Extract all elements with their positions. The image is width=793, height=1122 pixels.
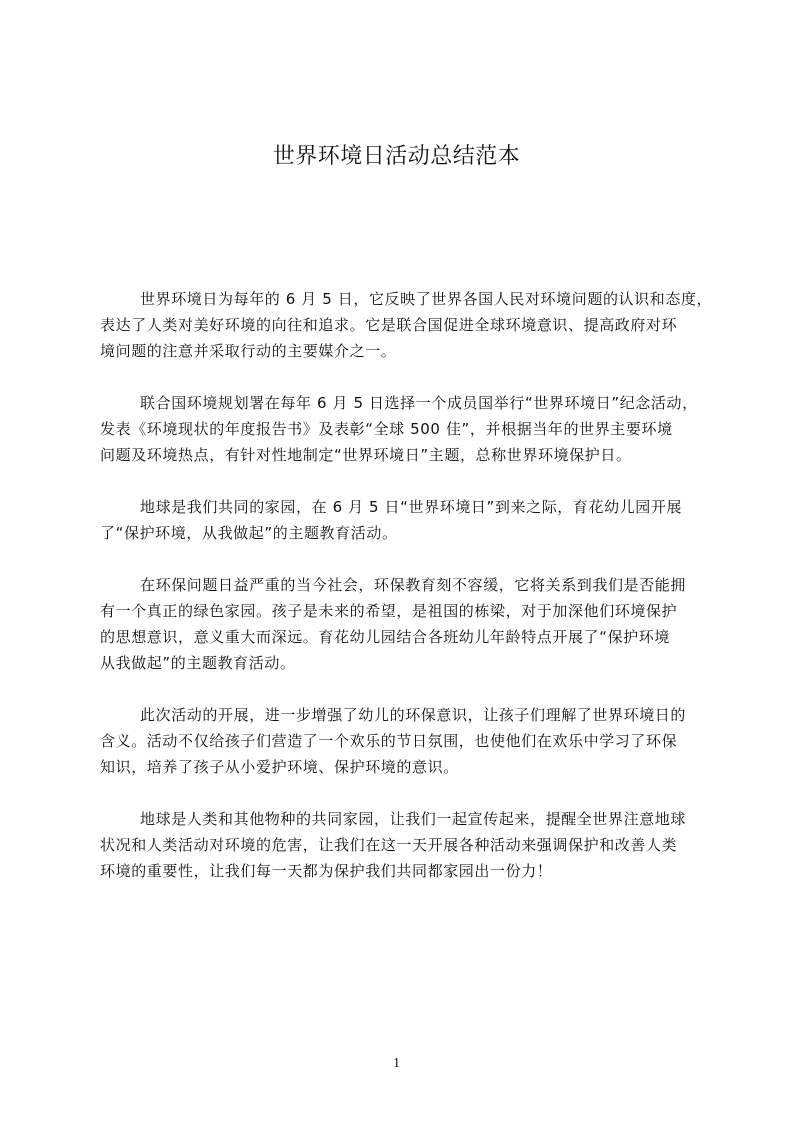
paragraph-line: 境问题的注意并采取行动的主要媒介之一。	[100, 342, 397, 360]
paragraph-line: 地球是我们共同的家园，在 6 月 5 日“世界环境日”到来之际，育花幼儿园开展	[140, 498, 683, 516]
paragraph-line: 发表《环境现状的年度报告书》及表彰“全球 500 佳”，并根据当年的世界主要环境	[100, 420, 673, 438]
paragraph-line: 的思想意识，意义重大而深远。育花幼儿园结合各班幼儿年龄特点开展了“保护环境	[100, 628, 670, 646]
document-title: 世界环境日活动总结范本	[272, 144, 521, 169]
paragraph-6	[100, 806, 700, 884]
paragraph-line: 从我做起”的主题教育活动。	[100, 654, 296, 672]
paragraph-line: 状况和人类活动对环境的危害，让我们在这一天开展各种活动来强调保护和改善人类	[100, 836, 678, 854]
paragraph-line: 在环保问题日益严重的当今社会，环保教育刻不容缓，它将关系到我们是否能拥	[140, 576, 687, 594]
page-number: 1	[393, 1056, 400, 1071]
paragraph-line: 含义。活动不仅给孩子们营造了一个欢乐的节日氛围，也使他们在欢乐中学习了环保	[100, 732, 678, 750]
paragraph-line: 地球是人类和其他物种的共同家园，让我们一起宣传起来，提醒全世界注意地球	[140, 810, 687, 828]
paragraph-line: 此次活动的开展，进一步增强了幼儿的环保意识，让孩子们理解了世界环境日的	[140, 706, 687, 724]
paragraph-line: 世界环境日为每年的 6 月 5 日，它反映了世界各国人民对环境问题的认识和态度，	[140, 290, 713, 308]
paragraph-4	[100, 572, 700, 676]
paragraph-line: 问题及环境热点，有针对性地制定“世界环境日”主题，总称世界环境保护日。	[100, 446, 632, 464]
paragraph-2	[100, 390, 700, 468]
paragraph-line: 有一个真正的绿色家园。孩子是未来的希望，是祖国的栋梁，对于加深他们环境保护	[100, 602, 678, 620]
paragraph-5	[100, 702, 700, 780]
paragraph-1	[100, 286, 713, 364]
paragraph-line: 了“保护环境，从我做起”的主题教育活动。	[100, 524, 398, 542]
paragraph-line: 联合国环境规划署在每年 6 月 5 日选择一个成员国举行“世界环境日”纪念活动，	[140, 394, 698, 412]
paragraph-line: 环境的重要性，让我们每一天都为保护我们共同都家园出一份力！	[100, 862, 553, 880]
paragraph-line: 表达了人类对美好环境的向往和追求。它是联合国促进全球环境意识、提高政府对环	[100, 316, 678, 334]
paragraph-3	[100, 494, 700, 546]
paragraph-line: 知识，培养了孩子从小爱护环境、保护环境的意识。	[100, 758, 459, 776]
document-body	[100, 286, 713, 910]
